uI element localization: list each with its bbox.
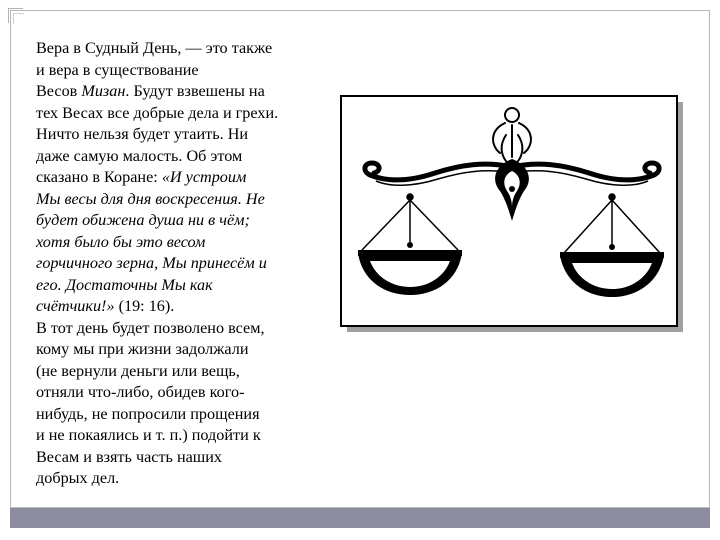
text-line bbox=[36, 296, 336, 318]
text-line bbox=[36, 60, 336, 82]
text-line bbox=[36, 167, 336, 189]
italic-text-segment: «И устроим bbox=[161, 168, 247, 186]
text-segment: В тот день будет позволено всем, bbox=[36, 318, 265, 337]
text-segment: сказано в Коране: bbox=[36, 168, 162, 186]
text-line bbox=[36, 253, 336, 275]
text-line bbox=[36, 447, 336, 469]
balance-scales-icon bbox=[340, 95, 686, 335]
text-segment: и не покаялись и т. п.) подойти к bbox=[36, 426, 261, 444]
text-segment: кому мы при жизни задолжали bbox=[36, 340, 249, 358]
text-segment: . Будут взвешены на bbox=[125, 82, 265, 100]
text-line bbox=[36, 38, 336, 60]
text-line bbox=[36, 189, 336, 211]
text-line bbox=[36, 232, 336, 254]
text-line bbox=[36, 361, 336, 383]
text-segment: тех Весах все добрые дела и грехи. bbox=[36, 103, 279, 122]
body-text bbox=[36, 38, 336, 490]
text-segment: и вера в существование bbox=[36, 60, 199, 79]
text-line bbox=[36, 468, 336, 490]
italic-text-segment: хотя было бы это весом bbox=[36, 232, 206, 251]
text-segment: Ничто нельзя будет утаить. Ни bbox=[36, 125, 249, 143]
text-line bbox=[36, 318, 336, 340]
italic-text-segment: будет обижена душа ни в чём; bbox=[36, 211, 250, 229]
text-segment: нибудь, не попросили прощения bbox=[36, 404, 260, 423]
italic-text-segment: его. Достаточны Мы как bbox=[36, 275, 213, 294]
text-line bbox=[36, 124, 336, 146]
text-line bbox=[36, 81, 336, 103]
italic-text-segment: горчичного зерна, Мы принесём и bbox=[36, 254, 267, 272]
text-segment: (19: 16). bbox=[114, 297, 175, 315]
corner-ornament bbox=[8, 8, 23, 23]
text-segment: Весам и взять часть наших bbox=[36, 447, 223, 466]
text-segment: добрых дел. bbox=[36, 469, 120, 487]
text-line bbox=[36, 382, 336, 404]
text-segment: Вера в Судный День, — это также bbox=[36, 39, 273, 57]
italic-text-segment: Мизан bbox=[81, 82, 126, 100]
text-line bbox=[36, 103, 336, 125]
italic-text-segment: Мы весы для дня воскресения. Не bbox=[36, 189, 265, 208]
italic-text-segment: счётчики!» bbox=[36, 297, 115, 315]
text-segment: Весов bbox=[36, 82, 82, 100]
text-line bbox=[36, 425, 336, 447]
text-line bbox=[36, 275, 336, 297]
text-segment: отняли что-либо, обидев кого- bbox=[36, 383, 245, 401]
text-line bbox=[36, 146, 336, 168]
scales-figure bbox=[340, 95, 686, 335]
text-segment: даже самую малость. Об этом bbox=[36, 146, 243, 165]
text-line bbox=[36, 404, 336, 426]
footer-bar bbox=[10, 508, 710, 528]
text-segment: (не вернули деньги или вещь, bbox=[36, 361, 240, 380]
text-line bbox=[36, 210, 336, 232]
text-line bbox=[36, 339, 336, 361]
